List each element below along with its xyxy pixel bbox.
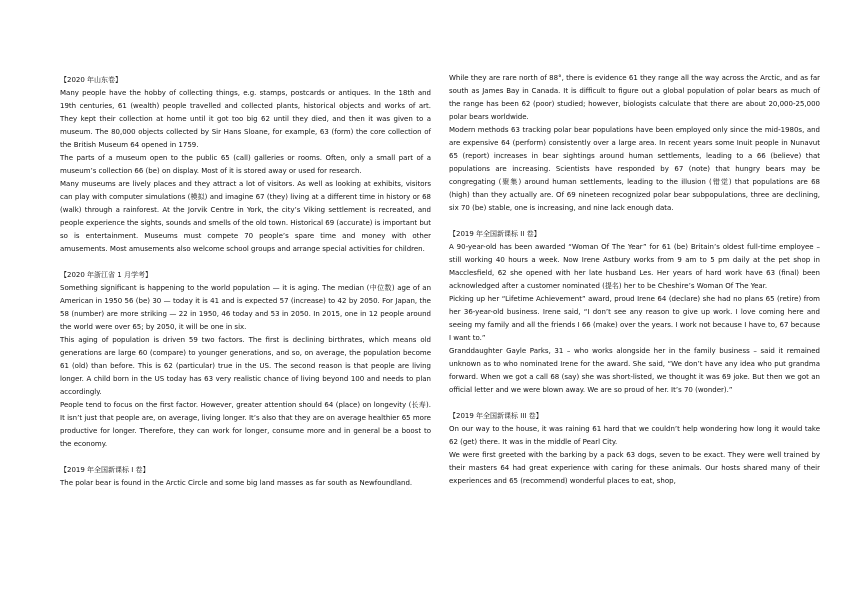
section-spacer xyxy=(449,397,820,410)
passage-paragraph: On our way to the house, it was raining 61 hard that we couldn’t help wondering how long it would take 62 (get) there. It was in the middle of Pearl City. xyxy=(449,425,820,446)
passage-paragraph: The polar bear is found in the Arctic Circle and some big land masses as far south as Newfoundland. xyxy=(60,479,413,487)
passage-paragraph: The parts of a museum open to the public 65 (call) galleries or rooms. Often, only a small part of a museum’s collection 66 (be) on display. Most of it is stored away or used for research. xyxy=(60,154,431,175)
section-spacer xyxy=(60,451,431,464)
passage-paragraph: Modern methods 63 tracking polar bear populations have been employed only since the mid-1980s, and are expensive 64 (perform) consistently over a large area. In recent years some Inuit people in Nunavut 65 (report) increases in bear sightings around human settlements, leading to a 66 (believe) that populations are increasing. Scientists have responded by 67 (note) that hungry bears may be congregating (聚集) around human settlements, leading to the illusion (错觉) that populations are 68 (high) than they actually are. Of 69 nineteen recognized polar bear subpopulations, three are declining, six 70 (be) stable, one is increasing, and nine lack enough data. xyxy=(449,126,820,212)
section-heading: 【2019 年全国新课标 II 卷】 xyxy=(449,230,541,238)
passage-paragraph: Something significant is happening to the world population — it is aging. The median (中位数) age of an American in 1950 56 (be) 30 — today it is 41 and is expected 57 (increase) to 42 by 2050. For Japan, the 58 (number) are more striking — 22 in 1950, 46 today and 53 in 2050. In 2015, one in 12 people around the world were over 65; by 2050, it will be one in six. xyxy=(60,284,431,331)
passage-paragraph: Many museums are lively places and they attract a lot of visitors. As well as looking at exhibits, visitors can play with computer simulations (模拟) and imagine 67 (they) living at a different time in history or 68 (walk) through a rainforest. At the Jorvik Centre in York, the city’s Viking settlement is recreated, and people experience the sights, sounds and smells of the old town. Historical 69 (accurate) is important but so is entertainment. Museums must compete 70 people’s spare time and money with other amusements. Most amusements also welcome school groups and arrange special activities for children. xyxy=(60,180,431,253)
right-column xyxy=(449,72,820,607)
passage-paragraph: This aging of population is driven 59 two factors. The first is declining birthrates, which means old generations are large 60 (compare) to younger generations, and so, on average, the population become 61 (old) than before. This is 62 (particular) true in the US. The second reason is that people are living longer. A child born in the US today has 63 very realistic chance of living beyond 100 and needs to plan accordingly. xyxy=(60,336,431,396)
section-spacer xyxy=(449,215,820,228)
section-heading: 【2019 年全国新课标 III 卷】 xyxy=(449,412,543,420)
passage-paragraph: Picking up her “Lifetime Achievement” award, proud Irene 64 (declare) she had no plans 65 (retire) from her 36-year-old business. Irene said, “I don’t see any reason to give up work. I love coming here and seeing my family and all the friends I 66 (make) over the years. I work not because I have to, 67 because I want to.” xyxy=(449,295,820,342)
passage-paragraph: People tend to focus on the first factor. However, greater attention should 64 (place) on longevity (长寿). It isn’t just that people are, on average, living longer. It’s also that they are on average healthier 65 more productive for longer. Therefore, they can work for longer, consume more and in general be a boost to the economy. xyxy=(60,401,431,448)
passage-paragraph: Granddaughter Gayle Parks, 31 – who works alongside her in the family business – said it remained unknown as to who nominated Irene for the award. She said, “We don’t have any idea who put grandma forward. When we got a call 68 (say) she was short-listed, we thought it was 69 joke. But then we got an official letter and we were blown away. We are so proud of her. It’s 70 (wonder).” xyxy=(449,347,820,394)
left-column xyxy=(60,74,431,607)
section-heading: 【2020 年浙江省 1 月学考】 xyxy=(60,271,152,279)
section-spacer xyxy=(60,256,431,269)
section-heading: 【2020 年山东卷】 xyxy=(60,76,123,84)
passage-paragraph: A 90-year-old has been awarded “Woman Of The Year” for 61 (be) Britain’s oldest full-time employee – still working 40 hours a week. Now Irene Astbury works from 9 am to 5 pm daily at the pet shop in Macclesfield, 62 she opened with her late husband Les. Her years of hard work have 63 (final) been acknowledged after a customer nominated (提名) her to be Cheshire’s Woman Of The Year. xyxy=(449,243,820,290)
passage-paragraph: Many people have the hobby of collecting things, e.g. stamps, postcards or antiques. In the 18th and 19th centuries, 61 (wealth) people travelled and collected plants, historical objects and works of art. They kept their collection at home until it got too big 62 until they died, and then it was given to a museum. The 80,000 objects collected by Sir Hans Sloane, for example, 63 (form) the core collection of the British Museum 64 opened in 1759. xyxy=(60,89,431,149)
section-heading: 【2019 年全国新课标 I 卷】 xyxy=(60,466,150,474)
passage-paragraph: We were first greeted with the barking by a pack 63 dogs, seven to be exact. They were well trained by their masters 64 had great experience with caring for these animals. Our hosts shared many of their experiences and 65 (recommend) wonderful places to eat, shop, xyxy=(449,451,820,485)
passage-paragraph: While they are rare north of 88°, there is evidence 61 they range all the way across the Arctic, and as far south as James Bay in Canada. It is difficult to figure out a global population of polar bears as much of the range has been 62 (poor) studied; however, biologists calculate that there are about 20,000-25,000 polar bears worldwide. xyxy=(449,74,820,121)
